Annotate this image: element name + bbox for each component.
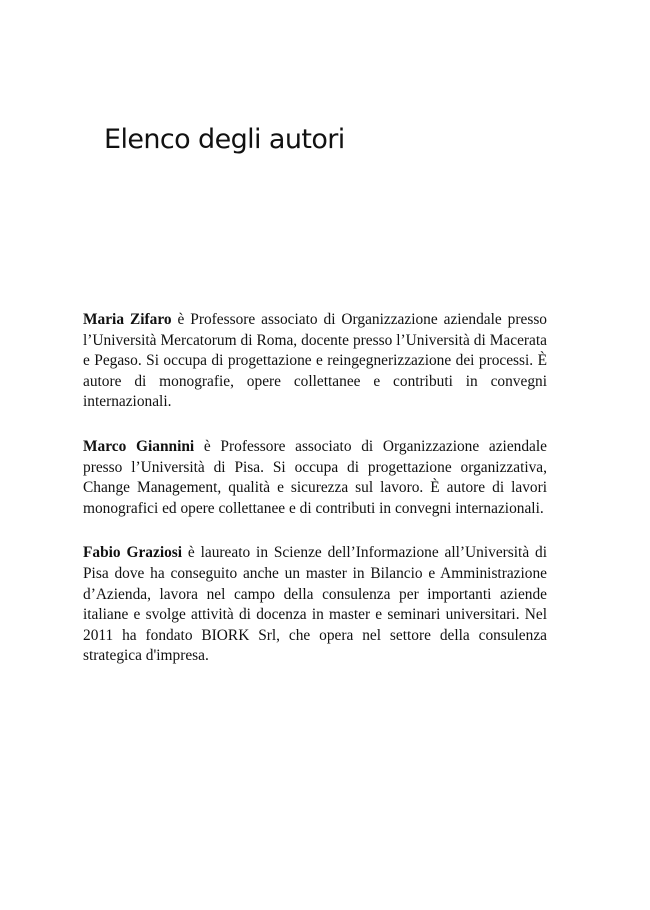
author-name: Fabio Graziosi	[83, 544, 183, 562]
author-name: Marco Giannini	[83, 437, 195, 455]
author-bio-maria-zifaro	[83, 310, 547, 413]
author-bio-text: è Professore associato di Organizzazione aziendale presso l’Università Mercatorum di Roma, docente presso l’Università di Macerata e Pegaso. Si occupa di progettazione e reingegnerizzazione dei processi. È autore di monografie, opere collettanee e contributi in convegni internazionali.	[83, 311, 548, 411]
author-bio-list	[83, 310, 547, 691]
author-bio-text: è laureato in Scienze dell’Informazione all’Università di Pisa dove ha conseguito anche un master in Bilancio e Amministrazione d’Azienda, lavora nel campo della consulenza per importanti aziende italiane e svolge attività di docenza in master e seminari universitari. Nel 2011 ha fondato BIORK Srl, che opera nel settore della consulenza strategica d'impresa.	[83, 544, 548, 665]
author-name: Maria Zifaro	[83, 311, 172, 328]
author-bio-fabio-graziosi	[83, 543, 547, 667]
author-bio-text: è Professore associato di Organizzazione aziendale presso l’Università di Pisa. Si occupa di progettazione organizzativa, Change Management, qualità e sicurezza sul lavoro. È autore di lavori monografici ed opere collettanee e di contributi in convegni internazionali.	[83, 437, 547, 517]
page-title: Elenco degli autori	[104, 124, 345, 155]
author-bio-marco-giannini	[83, 437, 547, 519]
